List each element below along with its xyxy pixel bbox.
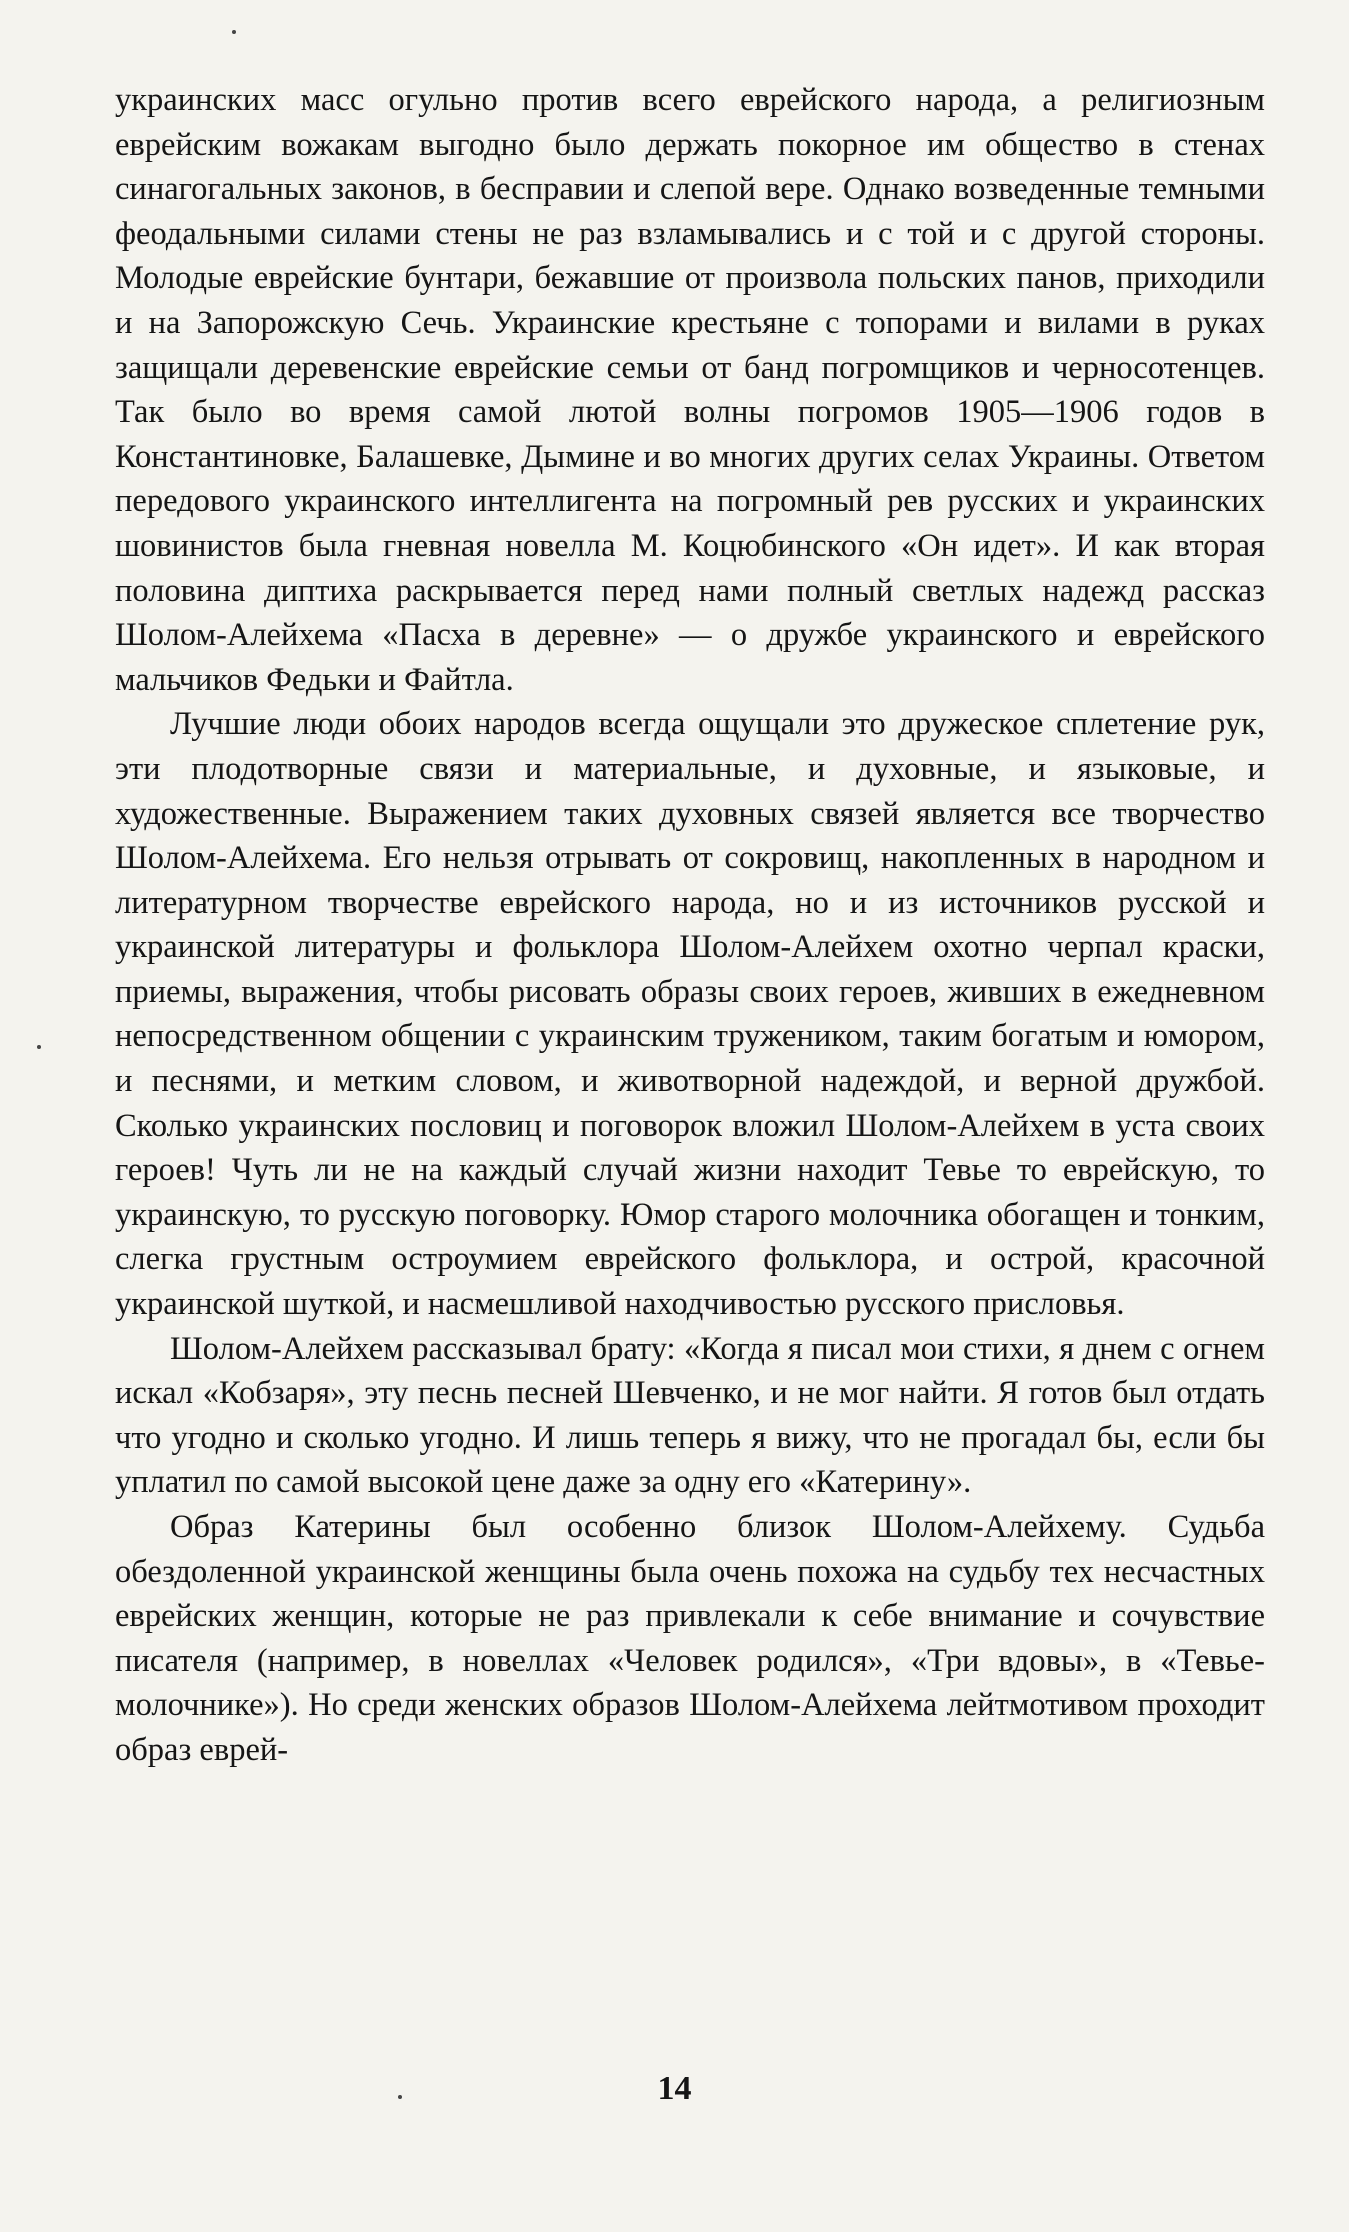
print-speck — [398, 2095, 402, 2099]
print-speck — [37, 1045, 41, 1049]
paragraph-4: Образ Катерины был особенно близок Шолом-Алейхему. Судьба обездоленной украинской женщины была очень похожа на судьбу тех несчастных еврейских женщин, которые не раз привлекали к себе внимание и сочувствие писателя (например, в новеллах «Человек родился», «Три вдовы», в «Тевье-молочнике»). Но среди женских образов Шолом-Алейхема лейтмотивом проходит образ еврей- — [115, 1509, 1265, 1768]
paragraph-1: украинских масс огульно против всего еврейского народа, а религиозным еврейским вожакам выгодно было держать покорное им общество в стенах синагогальных законов, в бесправии и слепой вере. Однако возведенные темными феодальными силами стены не раз взламывались и с той и с другой стороны. Молодые еврейские бунтари, бежавшие от произвола польских панов, приходили и на Запорожскую Сечь. Украинские крестьяне с топорами и вилами в руках защищали деревенские еврейские семьи от банд погромщиков и черносотенцев. Так было во время самой лютой волны погромов 1905—1906 годов в Константиновке, Балашевке, Дымине и во многих других селах Украины. Ответом передового украинского интеллигента на погромный рев русских и украинских шовинистов была гневная новелла М. Коцюбинского «Он идет». И как вторая половина диптиха раскрывается перед нами полный светлых надежд рассказ Шолом-Алейхема «Пасха в деревне» — о дружбе украинского и еврейского мальчиков Федьки и Файтла. — [115, 82, 1265, 698]
print-speck — [232, 30, 236, 34]
body-text — [115, 78, 1265, 1773]
paragraph-2: Лучшие люди обоих народов всегда ощущали это дружеское сплетение рук, эти плодотворные связи и материальные, и духовные, и языковые, и художественные. Выражением таких духовных связей является все творчество Шолом-Алейхема. Его нельзя отрывать от сокровищ, накопленных в народном и литературном творчестве еврейского народа, но и из источников русской и украинской литературы и фольклора Шолом-Алейхем охотно черпал краски, приемы, выражения, чтобы рисовать образы своих героев, живших в ежедневном непосредственном общении с украинским тружеником, таким богатым и юмором, и песнями, и метким словом, и животворной надеждой, и верной дружбой. Сколько украинских пословиц и поговорок вложил Шолом-Алейхем в уста своих героев! Чуть ли не на каждый случай жизни находит Тевье то еврейскую, то украинскую, то русскую поговорку. Юмор старого молочника обогащен и тонким, слегка грустным остроумием еврейского фольклора, и острой, красочной украинской шуткой, и насмешливой находчивостью русского присловья. — [115, 706, 1265, 1323]
paragraph-3: Шолом-Алейхем рассказывал брату: «Когда я писал мои стихи, я днем с огнем искал «Кобзаря», эту песнь песней Шевченко, и не мог найти. Я готов был отдать что угодно и сколько угодно. И лишь теперь я вижу, что не прогадал бы, если бы уплатил по самой высокой цене даже за одну его «Катерину». — [115, 1330, 1265, 1501]
page-number: 14 — [657, 2070, 692, 2107]
